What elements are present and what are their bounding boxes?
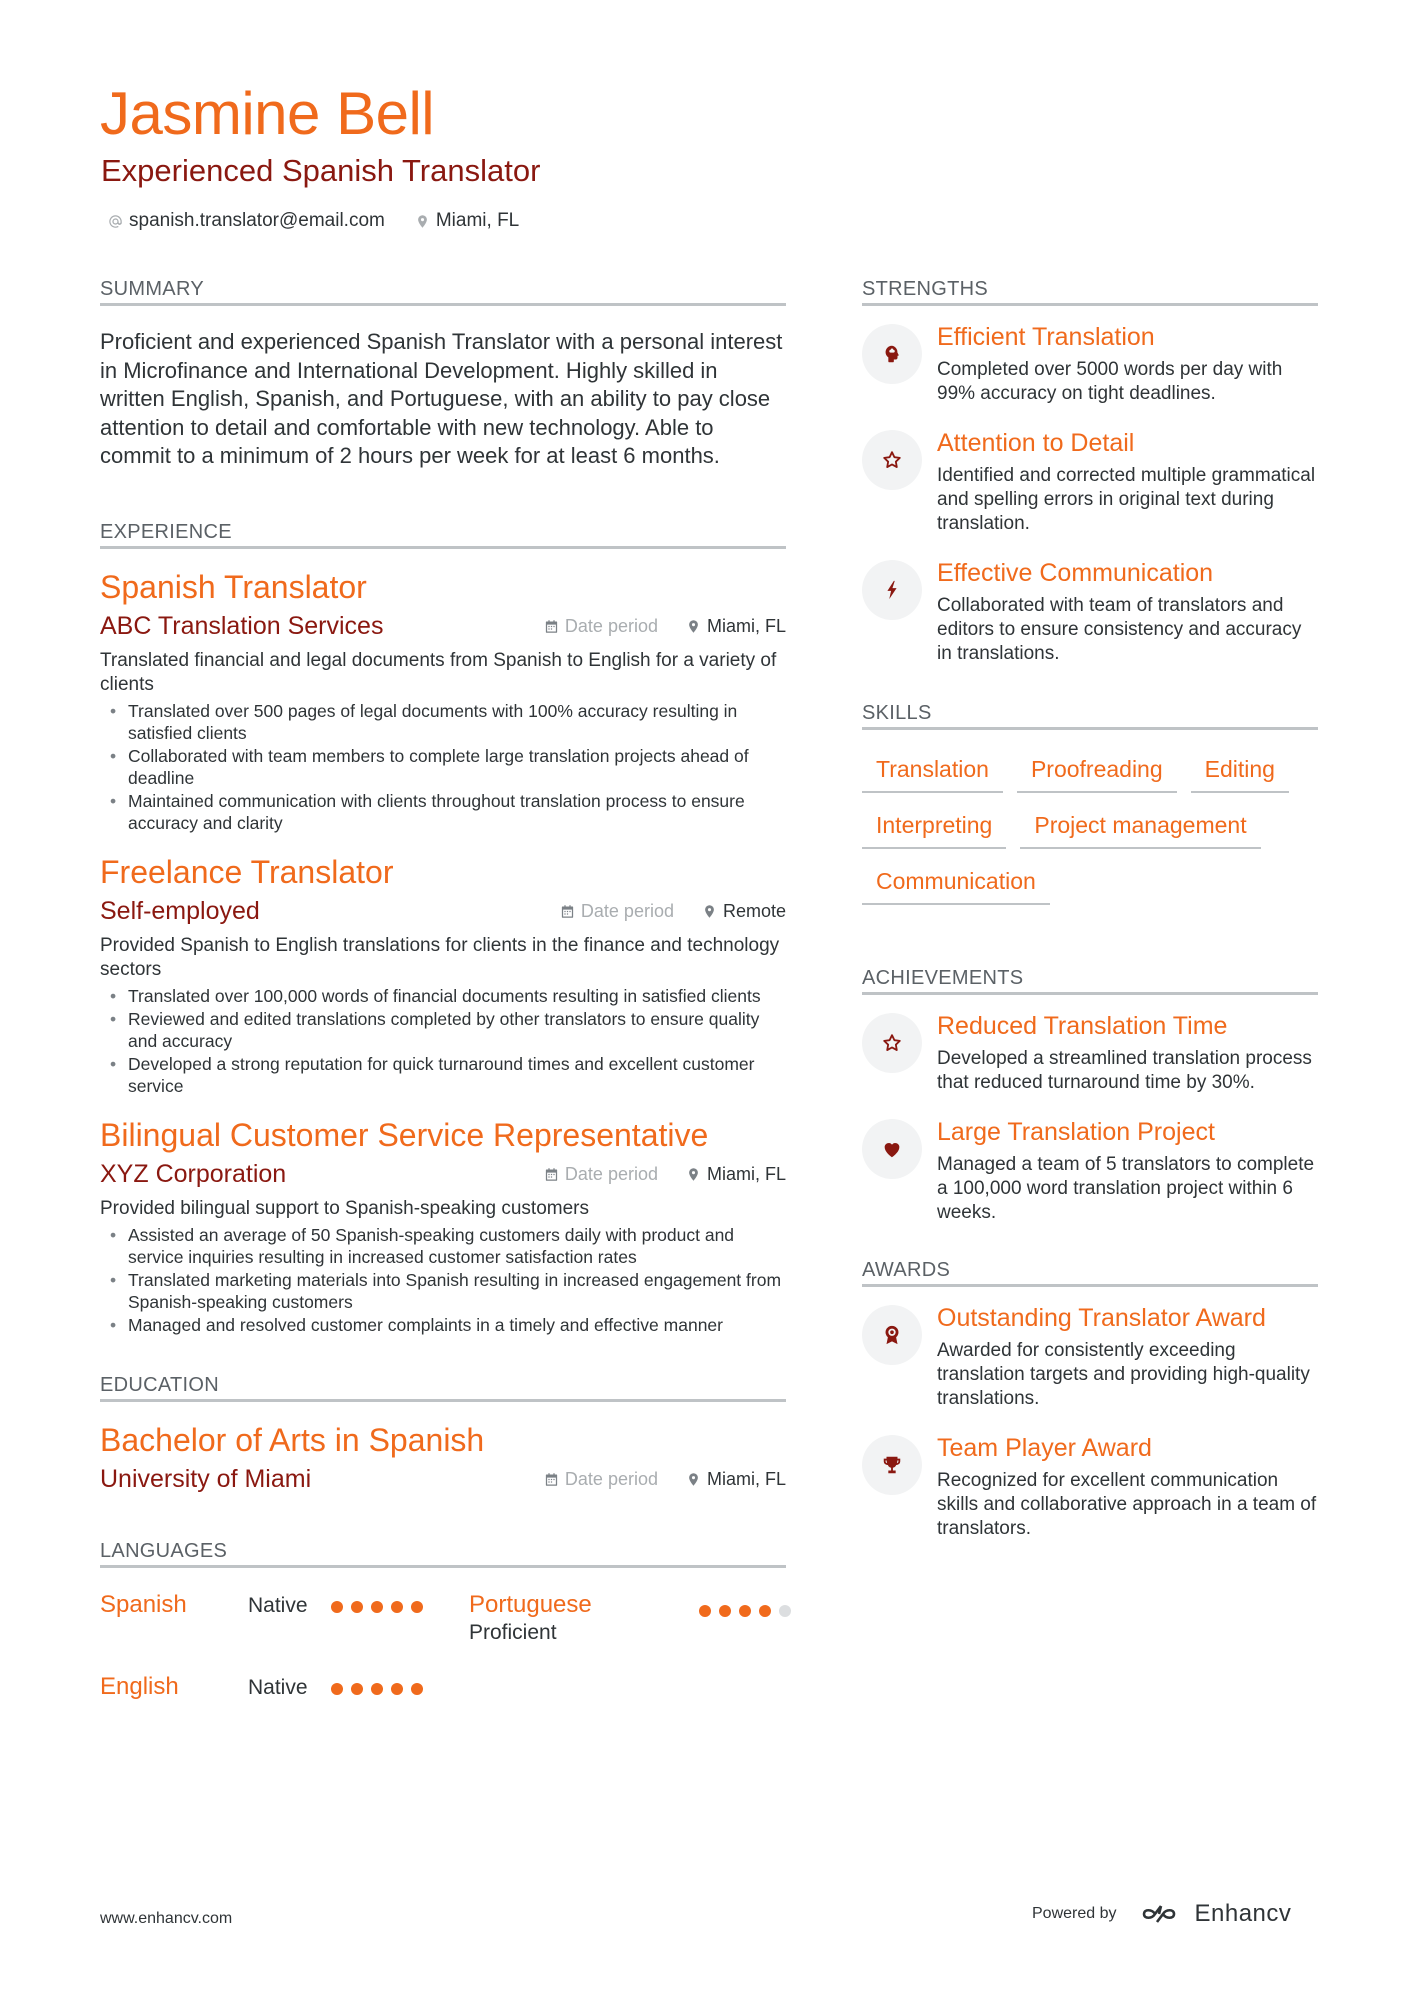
language-level: Native	[248, 1675, 308, 1699]
location-pin-icon	[702, 904, 717, 919]
strength-title: Efficient Translation	[937, 323, 1155, 351]
location-pin-icon	[415, 214, 430, 229]
star-icon	[881, 449, 903, 471]
job-date: Date period	[564, 615, 658, 636]
enhancv-logo-icon	[1141, 1902, 1187, 1926]
location-pin-icon	[686, 1472, 701, 1487]
rating-dot	[699, 1605, 711, 1617]
candidate-name: Jasmine Bell	[100, 80, 435, 147]
education-heading: EDUCATION	[100, 1374, 786, 1402]
rating-dot	[759, 1605, 771, 1617]
achievement-text: Managed a team of 5 translators to complete a 100,000 word translation project within 6 weeks.	[937, 1154, 1315, 1223]
strengths-section	[862, 278, 1318, 666]
languages-section	[100, 1540, 786, 1733]
heart-icon	[881, 1138, 903, 1160]
job-bullet: • Managed and resolved customer complaints in a timely and effective manner	[100, 1314, 786, 1336]
skill-tag: Proofreading	[1017, 747, 1177, 793]
rating-dot	[739, 1605, 751, 1617]
award-text: Awarded for consistently exceeding translation targets and providing high-quality translations.	[937, 1340, 1310, 1409]
job-bullets	[100, 1224, 786, 1336]
language-name: Spanish	[100, 1590, 187, 1618]
strength-item	[862, 560, 1318, 666]
job-date: Date period	[580, 900, 674, 921]
left-column	[100, 278, 786, 1733]
job-location: Miami, FL	[706, 1163, 786, 1184]
skill-tag: Interpreting	[862, 803, 1006, 849]
summary-heading: SUMMARY	[100, 278, 786, 306]
trophy-icon	[881, 1454, 903, 1476]
calendar-icon	[544, 619, 559, 634]
strength-text: Completed over 5000 words per day with 99% accuracy on tight deadlines.	[937, 359, 1283, 404]
skill-tag: Translation	[862, 747, 1003, 793]
education-section	[100, 1374, 786, 1492]
footer-branding	[1032, 1900, 1291, 1928]
experience-heading: EXPERIENCE	[100, 521, 786, 549]
job-bullet: • Translated over 500 pages of legal documents with 100% accuracy resulting in satisfied clients	[100, 700, 786, 744]
rating-dot	[351, 1601, 363, 1613]
skills-heading: SKILLS	[862, 702, 1318, 730]
rating-dot	[719, 1605, 731, 1617]
job-location: Miami, FL	[706, 615, 786, 636]
achievements-section	[862, 967, 1318, 1225]
strength-text: Identified and corrected multiple grammatical and spelling errors in original text during translation.	[937, 465, 1316, 534]
job-bullet: • Translated marketing materials into Spanish resulting in increased engagement from Spanish-speaking customers	[100, 1269, 786, 1313]
powered-by-label: Powered by	[1032, 1905, 1117, 1922]
degree-title: Bachelor of Arts in Spanish	[100, 1421, 485, 1458]
achievement-item	[862, 1013, 1318, 1095]
footer-website[interactable]: www.enhancv.com	[100, 1910, 233, 1927]
location-pin-icon	[686, 619, 701, 634]
company-name: XYZ Corporation	[100, 1159, 287, 1188]
lightning-icon	[881, 579, 903, 601]
achievement-text: Developed a streamlined translation process that reduced turnaround time by 30%.	[937, 1048, 1312, 1093]
job-bullet: • Collaborated with team members to complete large translation projects ahead of deadline	[100, 745, 786, 789]
rating-dot	[411, 1683, 423, 1695]
job-description: Translated financial and legal documents from Spanish to English for a variety of clients	[100, 649, 777, 695]
job-bullet: • Reviewed and edited translations completed by other translators to ensure quality and accuracy	[100, 1008, 786, 1052]
strength-item	[862, 324, 1318, 406]
strength-title: Effective Communication	[937, 559, 1214, 587]
awards-section	[862, 1259, 1318, 1541]
awards-heading: AWARDS	[862, 1259, 1318, 1287]
strength-text: Collaborated with team of translators and editors to ensure consistency and accuracy in translations.	[937, 595, 1302, 664]
brand-name: Enhancv	[1194, 1900, 1292, 1927]
job-bullet: • Developed a strong reputation for quick turnaround times and excellent customer service	[100, 1053, 786, 1097]
achievement-title: Large Translation Project	[937, 1118, 1215, 1146]
company-name: ABC Translation Services	[100, 611, 384, 640]
contact-info	[108, 210, 519, 232]
brain-icon	[881, 343, 903, 365]
language-name: English	[100, 1672, 179, 1700]
skills-section	[862, 702, 1318, 915]
job-bullets	[100, 700, 786, 834]
rating-dot	[371, 1601, 383, 1613]
school-name: University of Miami	[100, 1464, 312, 1493]
education-date: Date period	[564, 1468, 658, 1489]
job-description: Provided Spanish to English translations for clients in the finance and technology sectors	[100, 934, 780, 980]
job-bullet: • Maintained communication with clients throughout translation process to ensure accuracy and clarity	[100, 790, 786, 834]
job-title: Bilingual Customer Service Representative	[100, 1116, 709, 1153]
education-location: Miami, FL	[706, 1468, 786, 1489]
award-title: Team Player Award	[937, 1434, 1152, 1462]
job-description: Provided bilingual support to Spanish-speaking customers	[100, 1197, 589, 1219]
award-item	[862, 1435, 1318, 1541]
job-entry	[100, 1116, 786, 1336]
strength-item	[862, 430, 1318, 536]
achievement-title: Reduced Translation Time	[937, 1012, 1228, 1040]
rating-dot	[371, 1683, 383, 1695]
job-entry	[100, 853, 786, 1097]
calendar-icon	[560, 904, 575, 919]
job-location: Remote	[722, 900, 786, 921]
rating-dot	[331, 1601, 343, 1613]
medal-icon	[881, 1324, 903, 1346]
languages-grid	[100, 1583, 786, 1733]
language-level: Proficient	[469, 1620, 557, 1644]
strengths-heading: STRENGTHS	[862, 278, 1318, 306]
job-bullets	[100, 985, 786, 1097]
calendar-icon	[544, 1167, 559, 1182]
languages-heading: LANGUAGES	[100, 1540, 786, 1568]
skills-list	[862, 747, 1318, 915]
experience-section	[100, 521, 786, 1336]
award-title: Outstanding Translator Award	[937, 1304, 1266, 1332]
award-item	[862, 1305, 1318, 1411]
at-icon	[108, 214, 123, 229]
email-text: spanish.translator@email.com	[129, 210, 385, 231]
achievement-item	[862, 1119, 1318, 1225]
job-entry	[100, 568, 786, 834]
achievements-heading: ACHIEVEMENTS	[862, 967, 1318, 995]
company-name: Self-employed	[100, 896, 260, 925]
language-rating	[331, 1601, 423, 1613]
contact-email[interactable]	[108, 210, 385, 232]
skill-tag: Communication	[862, 859, 1050, 905]
location-pin-icon	[686, 1167, 701, 1182]
job-date: Date period	[564, 1163, 658, 1184]
rating-dot	[391, 1601, 403, 1613]
rating-dot	[331, 1683, 343, 1695]
skill-tag: Project management	[1020, 803, 1260, 849]
candidate-title: Experienced Spanish Translator	[101, 153, 541, 188]
rating-dot	[411, 1601, 423, 1613]
skill-tag: Editing	[1191, 747, 1289, 793]
job-bullet: • Assisted an average of 50 Spanish-speaking customers daily with product and service inquiries resulting in increased customer satisfaction rates	[100, 1224, 786, 1268]
education-entry	[100, 1421, 786, 1493]
language-level: Native	[248, 1593, 308, 1617]
award-text: Recognized for excellent communication skills and collaborative approach in a team of translators.	[937, 1470, 1317, 1539]
location-text: Miami, FL	[435, 210, 520, 231]
right-column	[862, 278, 1318, 1565]
rating-dot	[391, 1683, 403, 1695]
language-name: Portuguese	[469, 1590, 592, 1618]
language-rating	[699, 1605, 791, 1617]
brand-logo[interactable]	[1141, 1900, 1292, 1928]
summary-text: Proficient and experienced Spanish Translator with a personal interest in Microfinance and International Development. Highly skilled in written English, Spanish, and Portuguese, with an ability to pay close attention to detail and comfortable with new technology. Able to commit to a minimum of 2 hours per week for at least 6 months.	[100, 329, 783, 468]
contact-location	[415, 210, 519, 232]
job-bullet: • Translated over 100,000 words of financial documents resulting in satisfied clients	[100, 985, 786, 1007]
star-icon	[881, 1032, 903, 1054]
summary-section	[100, 278, 786, 471]
job-title: Freelance Translator	[100, 853, 394, 890]
job-title: Spanish Translator	[100, 568, 367, 605]
rating-dot	[351, 1683, 363, 1695]
calendar-icon	[544, 1472, 559, 1487]
language-rating	[331, 1683, 423, 1695]
rating-dot	[779, 1605, 791, 1617]
strength-title: Attention to Detail	[937, 429, 1135, 457]
